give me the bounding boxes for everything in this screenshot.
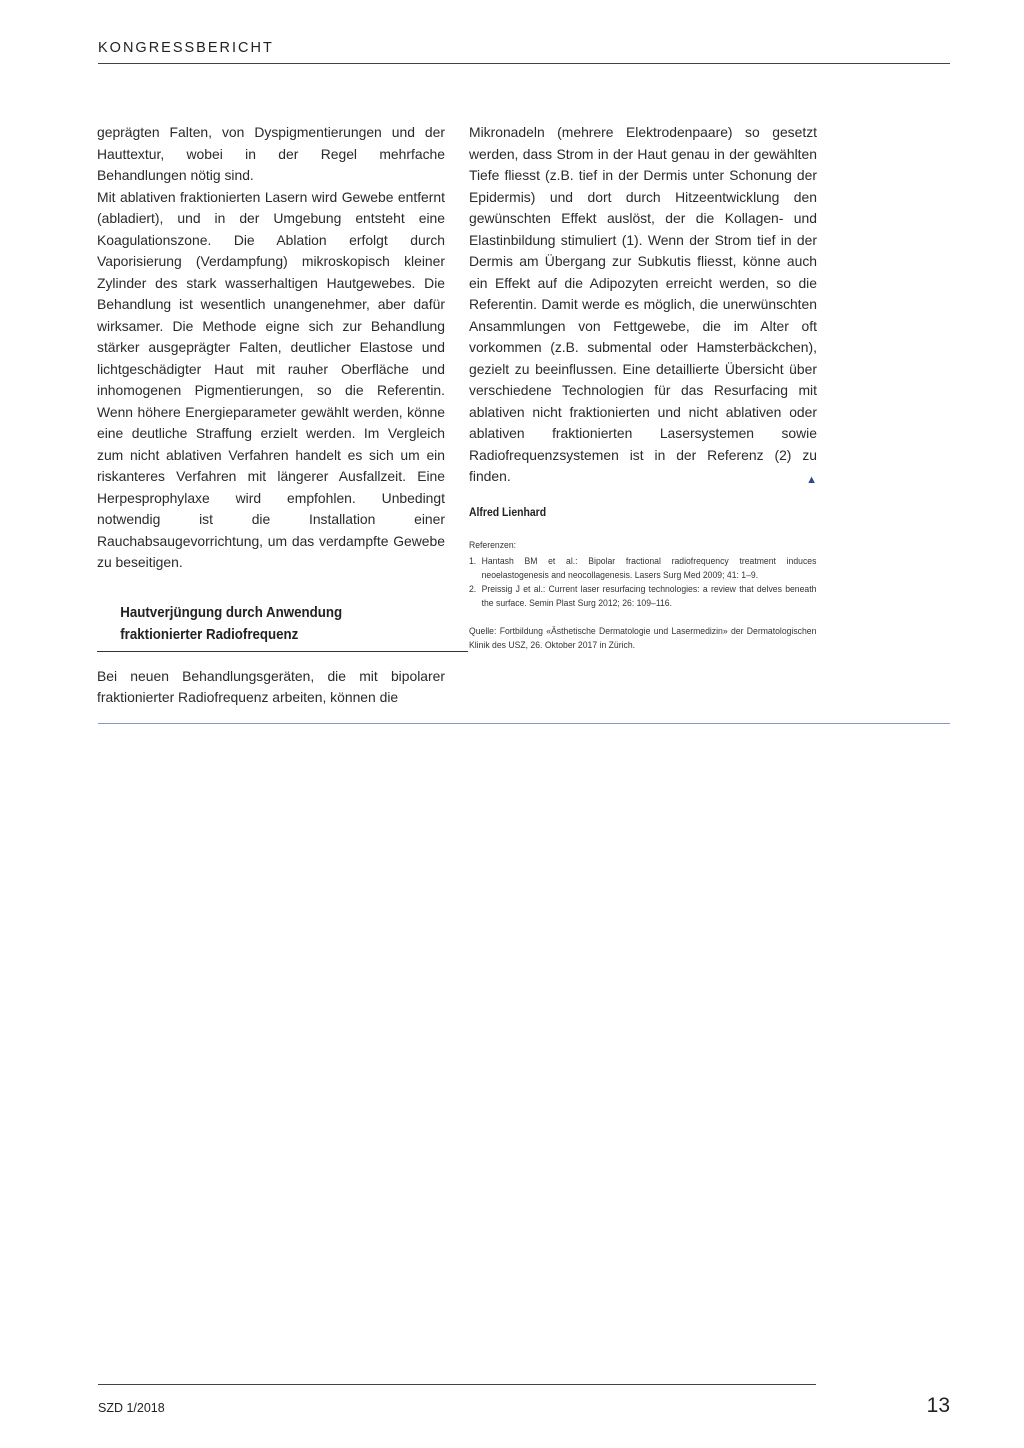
- reference-item: [469, 583, 816, 611]
- reference-number: 2.: [469, 583, 477, 595]
- reference-item: [469, 555, 816, 583]
- section-heading-line-1: Hautverjüngung durch Anwendung: [120, 604, 343, 621]
- running-header: KONGRESSBERICHT: [98, 40, 274, 56]
- reference-text: Preissig J et al.: Current laser resurfacing technologies: a review that delves beneath the surface. Semin Plast Surg 2012; 26: 109–116.: [481, 583, 817, 609]
- end-of-article-triangle-icon: ▲: [806, 474, 817, 486]
- right-paragraph-1: [469, 122, 817, 488]
- references-title: Referenzen:: [469, 539, 517, 551]
- section-heading-line-2: fraktionierter Radiofrequenz: [120, 626, 299, 643]
- article-end-divider: [98, 723, 950, 724]
- page-number: 13: [926, 1394, 950, 1417]
- source-note: Quelle: Fortbildung «Ästhetische Dermatologie und Lasermedizin» der Dermatologischen Klinik des USZ, 26. Oktober 2017 in Zürich.: [469, 625, 817, 651]
- right-column: [469, 122, 817, 653]
- references: [469, 539, 816, 611]
- journal-issue: SZD 1/2018: [98, 1401, 165, 1415]
- left-paragraph-3: Bei neuen Behandlungsgeräten, die mit bipolarer fraktionierter Radiofrequenz arbeiten, können die: [97, 667, 445, 705]
- author-name: Alfred Lienhard: [469, 505, 547, 519]
- footer-divider: [98, 1384, 816, 1385]
- left-paragraph-2: Mit ablativen fraktionierten Lasern wird Gewebe entfernt (abladiert), und in der Umgebung entsteht eine Koagulationszone. Die Ablation erfolgt durch Vaporisierung (Verdampfung) mikroskopisch kleiner Zylinder des stark wasserhaltigen Hautgewebes. Die Behandlung ist wesentlich unangenehmer, aber dafür wirksamer. Die Methode eigne sich zur Behandlung stärker ausgeprägter Falten, deutlicher Elastose und lichtgeschädigter Haut mit rauher Oberfläche und inhomogenen Pigmentierungen, so die Referentin. Wenn höhere Energieparameter gewählt werden, könne eine deutliche Straffung erzielt werden. Im Vergleich zum nicht ablativen Verfahren handelt es sich um ein riskanteres Verfahren mit längerer Ausfallzeit. Eine Herpesprophylaxe wird empfohlen. Unbedingt notwendig ist die Installation einer Rauchabsaugevorrichtung, um das verdampfte Gewebe zu beseitigen.: [97, 188, 445, 570]
- left-column: [97, 122, 445, 709]
- section-heading: [97, 602, 468, 652]
- right-paragraph-1-text: Mikronadeln (mehrere Elektrodenpaare) so gesetzt werden, dass Strom in der Haut genau in der gewählten Tiefe fliesst (z.B. tief in der Dermis unter Schonung der Epidermis) und dort durch Hitzeentwicklung den gewünschten Effekt auslöst, der die Kollagen- und Elastinbildung stimuliert (1). Wenn der Strom tief in der Dermis am Übergang zur Subkutis fliesst, könne auch ein Effekt auf die Adipozyten erreicht werden, so die Referentin. Damit werde es möglich, die unerwünschten Ansammlungen von Fettgewebe, die im Alter oft vorkommen (z.B. submental oder Hamsterbäckchen), gezielt zu beeinflussen. Eine detaillierte Übersicht über verschiedene Technologien für das Resurfacing mit ablativen nicht fraktionierten und nicht ablativen oder ablativen fraktionierten Lasersystemen sowie Radiofrequenzsystemen ist in der Referenz (2) zu finden.: [469, 124, 817, 484]
- left-paragraph-1: geprägten Falten, von Dyspigmentierungen und der Hauttextur, wobei in der Regel mehrfache Behandlungen nötig sind.: [97, 124, 445, 183]
- reference-text: Hantash BM et al.: Bipolar fractional radiofrequency treatment induces neoelastogenesis and neocollagenesis. Lasers Surg Med 2009; 41: 1–9.: [481, 555, 817, 581]
- header-divider: [98, 63, 950, 64]
- reference-number: 1.: [469, 555, 477, 567]
